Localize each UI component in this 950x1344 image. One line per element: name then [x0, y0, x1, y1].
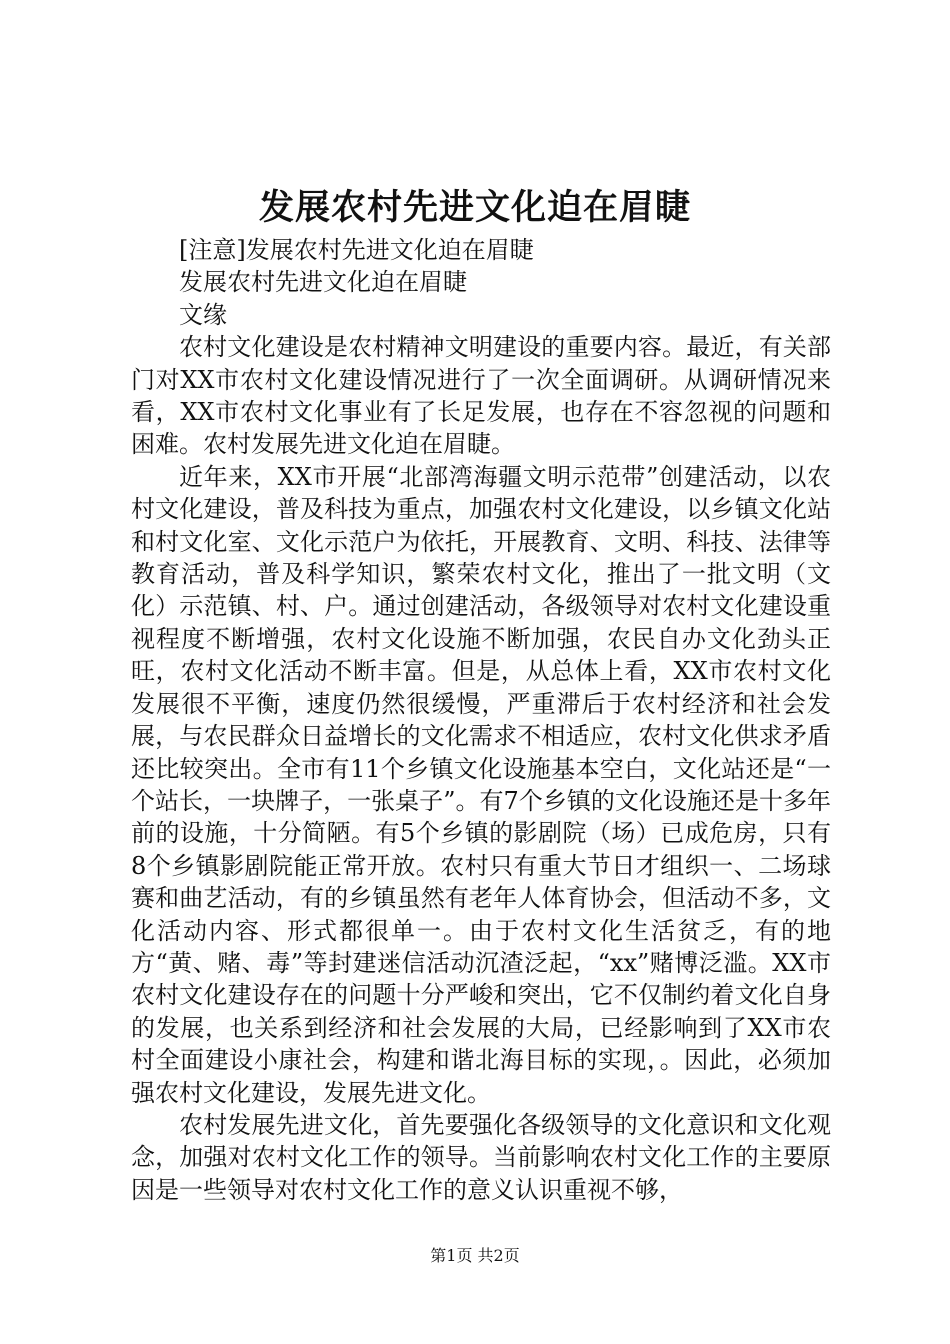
paragraph-leadership: 农村发展先进文化，首先要强化各级领导的文化意识和文化观念，加强对农村文化工作的领导。当前影响农村文化工作的主要原因是一些领导对农村文化工作的意义认识重视不够，	[131, 1110, 831, 1204]
document-body	[131, 234, 831, 1206]
repeated-title-line: 发展农村先进文化迫在眉睫	[179, 268, 467, 297]
page-footer: 第1页 共2页	[430, 1246, 520, 1265]
document-title: 发展农村先进文化迫在眉睫	[258, 187, 691, 228]
paragraph-status: 近年来，XX市开展“北部湾海疆文明示范带”创建活动，以农村文化建设，普及科技为重点，加强农村文化建设，以乡镇文化站和村文化室、文化示范户为依托，开展教育、文明、科技、法律等教育活动，普及科学知识，繁荣农村文化，推出了一批文明（文化）示范镇、村、户。通过创建活动，各级领导对农村文化建设重视程度不断增强，农村文化设施不断加强，农民自办文化劲头正旺，农村文化活动不断丰富。但是，从总体上看，XX市农村文化发展很不平衡，速度仍然很缓慢，严重滞后于农村经济和社会发展，与农民群众日益增长的文化需求不相适应，农村文化供求矛盾还比较突出。全市有11个乡镇文化设施基本空白，文化站还是“一个站长，一块牌子，一张桌子”。有7个乡镇的文化设施还是十多年前的设施，十分简陋。有5个乡镇的影剧院（场）已成危房，只有8个乡镇影剧院能正常开放。农村只有重大节日才组织一、二场球赛和曲艺活动，有的乡镇虽然有老年人体育协会，但活动不多，文化活动内容、形式都很单一。由于农村文化生活贫乏，有的地方“黄、赌、毒”等封建迷信活动沉渣泛起，“xx”赌博泛滥。XX市农村文化建设存在的问题十分严峻和突出，它不仅制约着文化自身的发展，也关系到经济和社会发展的大局，已经影响到了XX市农村全面建设小康社会，构建和谐北海目标的实现，。因此，必须加强农村文化建设，发展先进文化。	[131, 462, 831, 1107]
paragraph-intro: 农村文化建设是农村精神文明建设的重要内容。最近，有关部门对XX市农村文化建设情况进行了一次全面调研。从调研情况来看，XX市农村文化事业有了长足发展，也存在不容忽视的问题和困难。农村发展先进文化迫在眉睫。	[131, 333, 831, 459]
author-line: 文缘	[179, 300, 227, 329]
note-line: [注意]发展农村先进文化迫在眉睫	[179, 236, 534, 264]
